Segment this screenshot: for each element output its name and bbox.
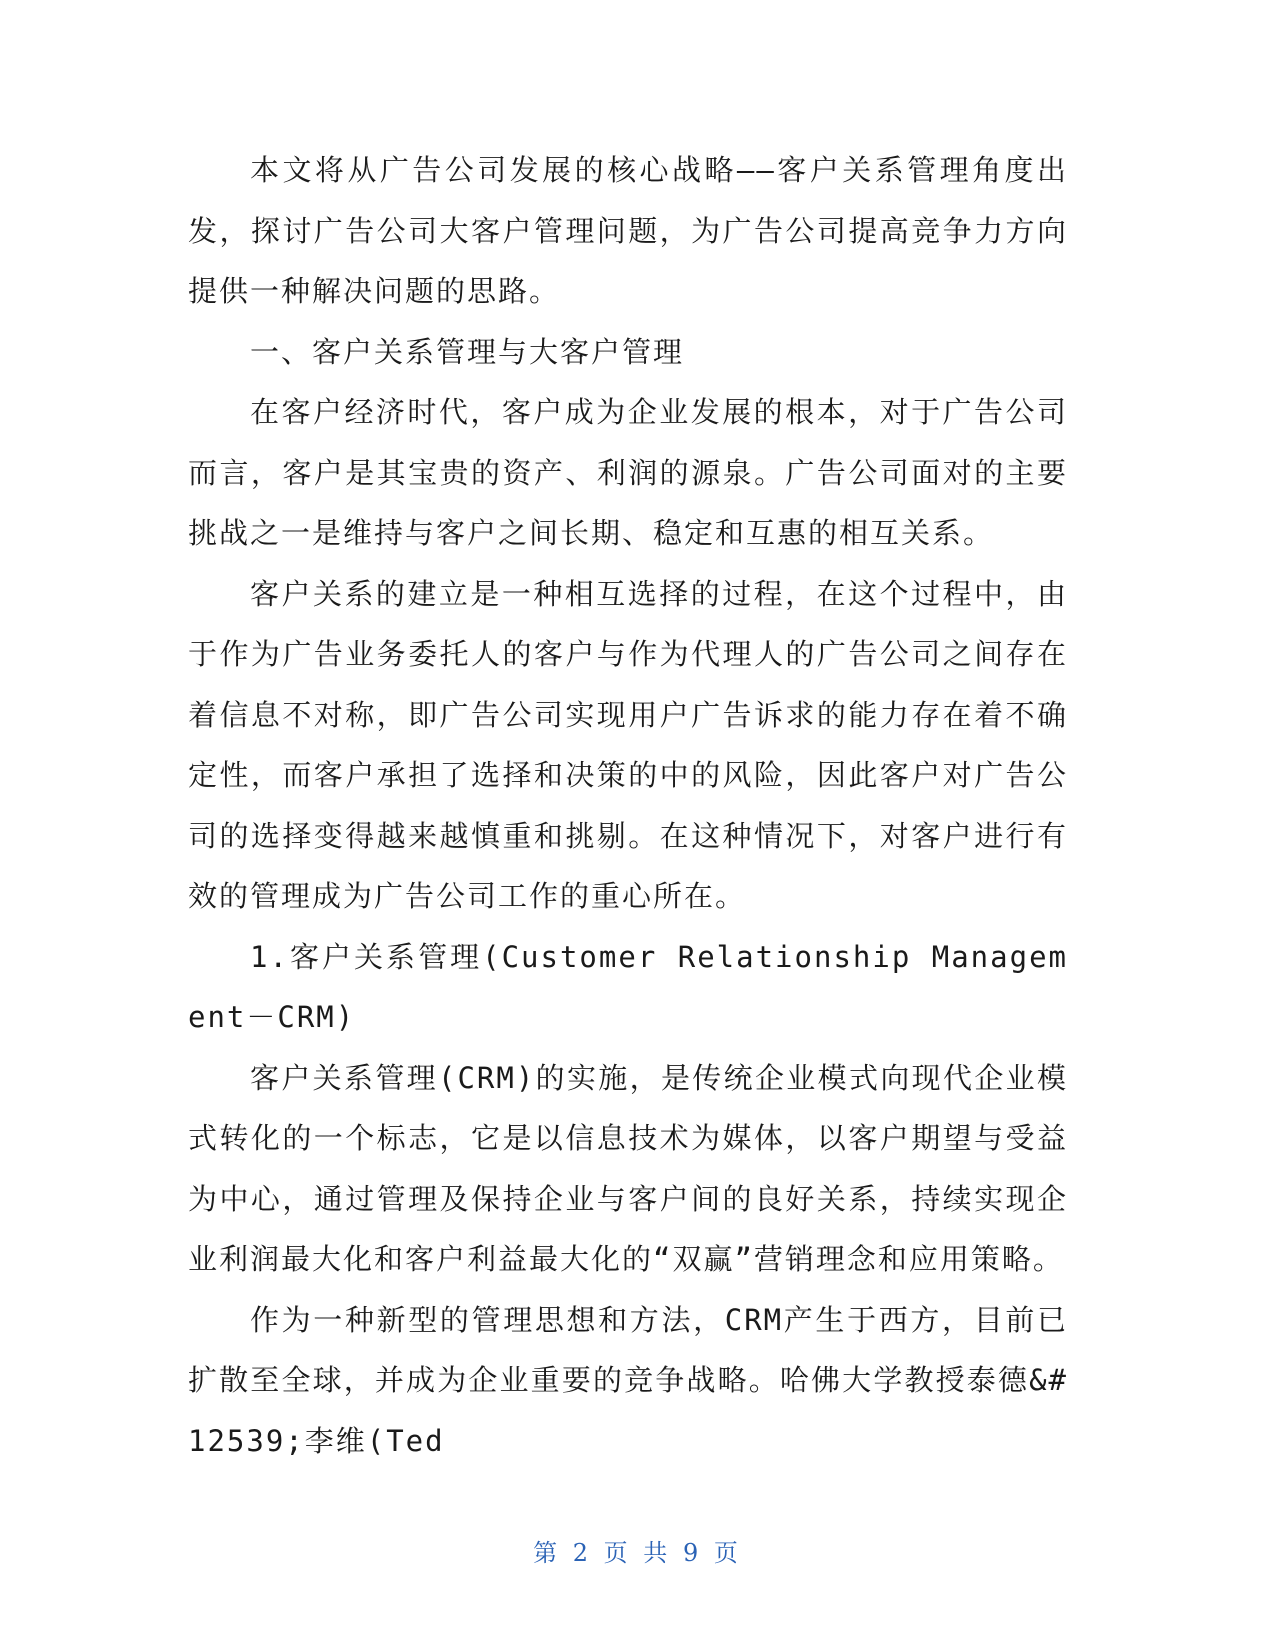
paragraph-customer-economy: 在客户经济时代，客户成为企业发展的根本，对于广告公司而言，客户是其宝贵的资产、利润的源泉。广告公司面对的主要挑战之一是维持与客户之间长期、稳定和互惠的相互关系。 <box>188 395 1068 550</box>
paragraph-crm-origin: 作为一种新型的管理思想和方法，CRM产生于西方，目前已扩散至全球，并成为企业重要的竞争战略。哈佛大学教授泰德&#12539;李维(Ted <box>188 1302 1068 1458</box>
document-body <box>188 140 1068 1471</box>
section-heading: 一、客户关系管理与大客户管理 <box>250 334 685 369</box>
paragraph-intro: 本文将从广告公司发展的核心战略——客户关系管理角度出发，探讨广告公司大客户管理问题，为广告公司提高竞争力方向提供一种解决问题的思路。 <box>188 153 1068 308</box>
paragraph-customer-relationship: 客户关系的建立是一种相互选择的过程，在这个过程中，由于作为广告业务委托人的客户与作为代理人的广告公司之间存在着信息不对称，即广告公司实现用户广告诉求的能力存在着不确定性，而客户承担了选择和决策的中的风险，因此客户对广告公司的选择变得越来越慎重和挑剔。在这种情况下，对客户进行有效的管理成为广告公司工作的重心所在。 <box>188 576 1068 913</box>
paragraph-crm-implementation: 客户关系管理(CRM)的实施，是传统企业模式向现代企业模式转化的一个标志，它是以信息技术为媒体，以客户期望与受益为中心，通过管理及保持企业与客户间的良好关系，持续实现企业利润最大化和客户利益最大化的“双赢”营销理念和应用策略。 <box>188 1060 1068 1276</box>
subsection-heading-crm: 1.客户关系管理(Customer Relationship Management－CRM) <box>188 939 1068 1034</box>
page-number-footer: 第 2 页 共 9 页 <box>533 1539 742 1567</box>
